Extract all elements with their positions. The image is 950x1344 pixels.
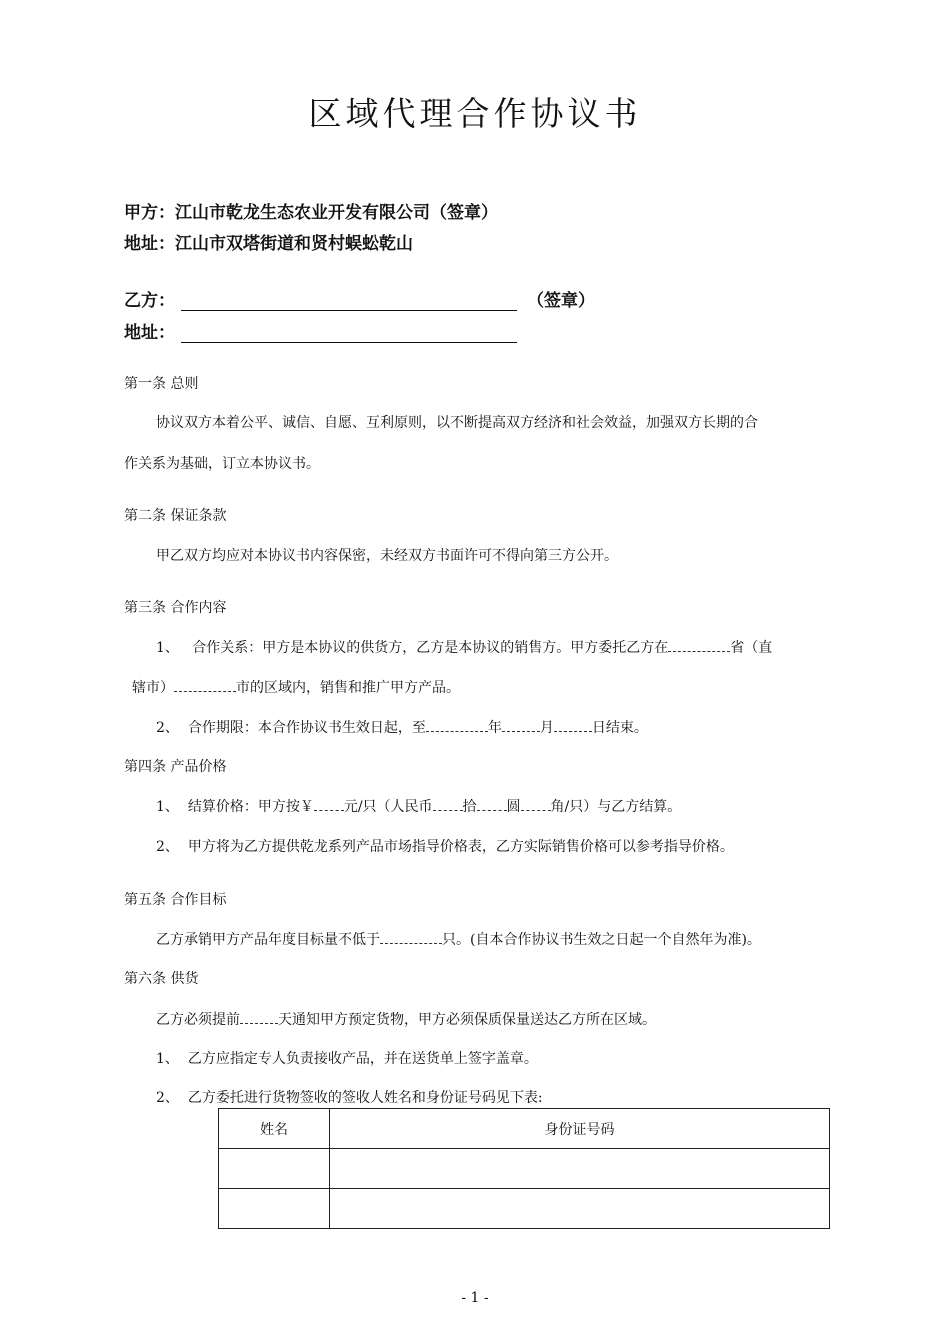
party-a-address: 江山市双塔街道和贤村蜈蚣乾山: [175, 234, 413, 254]
party-a-address-line: [124, 229, 413, 254]
article-4-item-2: [156, 836, 734, 856]
item-text: 乙方委托进行货物签收的签收人姓名和身份证号码见下表:: [187, 1090, 543, 1106]
jiao-blank: [521, 800, 551, 811]
article-4-heading: 第四条 产品价格: [124, 759, 227, 775]
year-blank: [426, 721, 488, 732]
item-number: 1、: [156, 640, 179, 656]
cell-id-number[interactable]: [330, 1149, 830, 1189]
party-b-line: [124, 286, 595, 311]
province-blank: [668, 641, 730, 652]
party-a-address-label: 地址：: [124, 234, 175, 254]
item-text: 只。(自本合作协议书生效之日起一个自然年为准)。: [442, 932, 761, 948]
article-1-paragraph-line2: 作关系为基础，订立本协议书。: [124, 456, 320, 472]
item-text: 圆: [506, 799, 521, 815]
article-6-heading: 第六条 供货: [124, 971, 199, 987]
item-text: 天通知甲方预定货物，甲方必须保质保量送达乙方所在区域。: [278, 1012, 656, 1028]
article-1-paragraph-line1: 协议双方本着公平、诚信、自愿、互利原则，以不断提高双方经济和社会效益，加强双方长期的合: [156, 415, 758, 431]
item-text: 合作关系：甲方是本协议的供货方，乙方是本协议的销售方。甲方委托乙方在: [192, 640, 669, 656]
article-2-heading: 第二条 保证条款: [124, 508, 227, 524]
party-b-address-label: 地址：: [124, 323, 175, 343]
price-blank: [314, 800, 344, 811]
party-a-sign: （签章）: [430, 203, 498, 223]
item-text: 年: [487, 720, 502, 736]
item-text: 拾: [462, 799, 477, 815]
item-text: 日结束。: [591, 720, 648, 736]
item-number: 2、: [156, 839, 179, 855]
article-2-paragraph: 甲乙双方均应对本协议书内容保密，未经双方书面许可不得向第三方公开。: [156, 548, 618, 564]
item-number: 1、: [156, 1051, 179, 1067]
table-row: [219, 1149, 830, 1189]
item-number: 1、: [156, 799, 179, 815]
item-number: 2、: [156, 1090, 179, 1106]
yuan-blank: [477, 800, 507, 811]
article-6-item-2: [156, 1087, 543, 1107]
item-number: 2、: [156, 720, 179, 736]
target-quantity-blank: [380, 933, 442, 944]
article-3-item-2: [156, 717, 648, 737]
item-text: 乙方必须提前: [156, 1012, 240, 1028]
item-text: 月: [539, 720, 554, 736]
party-b-address-blank: [181, 326, 517, 343]
table-header-row: [219, 1109, 830, 1149]
item-text: 角/只）与乙方结算。: [550, 799, 682, 815]
party-a-label: 甲方：: [124, 203, 175, 223]
article-5-paragraph: [156, 929, 761, 949]
cell-id-number[interactable]: [330, 1189, 830, 1229]
header-id-number: 身份证号码: [330, 1109, 830, 1149]
party-b-label: 乙方：: [124, 291, 175, 311]
item-text: 省（直: [730, 640, 773, 656]
item-text: 乙方承销甲方产品年度目标量不低于: [156, 932, 380, 948]
item-text: 乙方应指定专人负责接收产品，并在送货单上签字盖章。: [187, 1051, 538, 1067]
article-1-heading: 第一条 总则: [124, 376, 199, 392]
article-3-item-1-cont: [132, 677, 460, 697]
tens-blank: [433, 800, 463, 811]
article-4-item-1: [156, 796, 681, 816]
party-a-line: [124, 198, 498, 223]
page-number: - 1 -: [461, 1290, 489, 1306]
article-5-heading: 第五条 合作目标: [124, 892, 227, 908]
item-text: 合作期限：本合作协议书生效日起，至: [187, 720, 426, 736]
item-text: 元/只（人民币: [343, 799, 433, 815]
party-a-name: 江山市乾龙生态农业开发有限公司: [175, 203, 430, 223]
document-title: 区域代理合作协议书: [308, 94, 642, 133]
signatory-table: [218, 1108, 830, 1229]
cell-name[interactable]: [219, 1189, 330, 1229]
city-blank: [174, 681, 236, 692]
table-row: [219, 1189, 830, 1229]
item-text: 结算价格：甲方按￥: [187, 799, 314, 815]
article-3-heading: 第三条 合作内容: [124, 600, 227, 616]
party-b-sign: （签章）: [527, 291, 595, 311]
article-6-paragraph: [156, 1009, 656, 1029]
days-blank: [240, 1013, 278, 1024]
party-b-address-line: [124, 318, 517, 343]
day-blank: [554, 721, 592, 732]
item-text: 市的区域内，销售和推广甲方产品。: [236, 680, 460, 696]
article-6-item-1: [156, 1048, 538, 1068]
item-text: 甲方将为乙方提供乾龙系列产品市场指导价格表，乙方实际销售价格可以参考指导价格。: [187, 839, 734, 855]
article-3-item-1: [156, 637, 772, 657]
header-name: 姓名: [219, 1109, 330, 1149]
item-text: 辖市）: [132, 680, 174, 696]
cell-name[interactable]: [219, 1149, 330, 1189]
month-blank: [502, 721, 540, 732]
party-b-name-blank: [181, 294, 517, 311]
